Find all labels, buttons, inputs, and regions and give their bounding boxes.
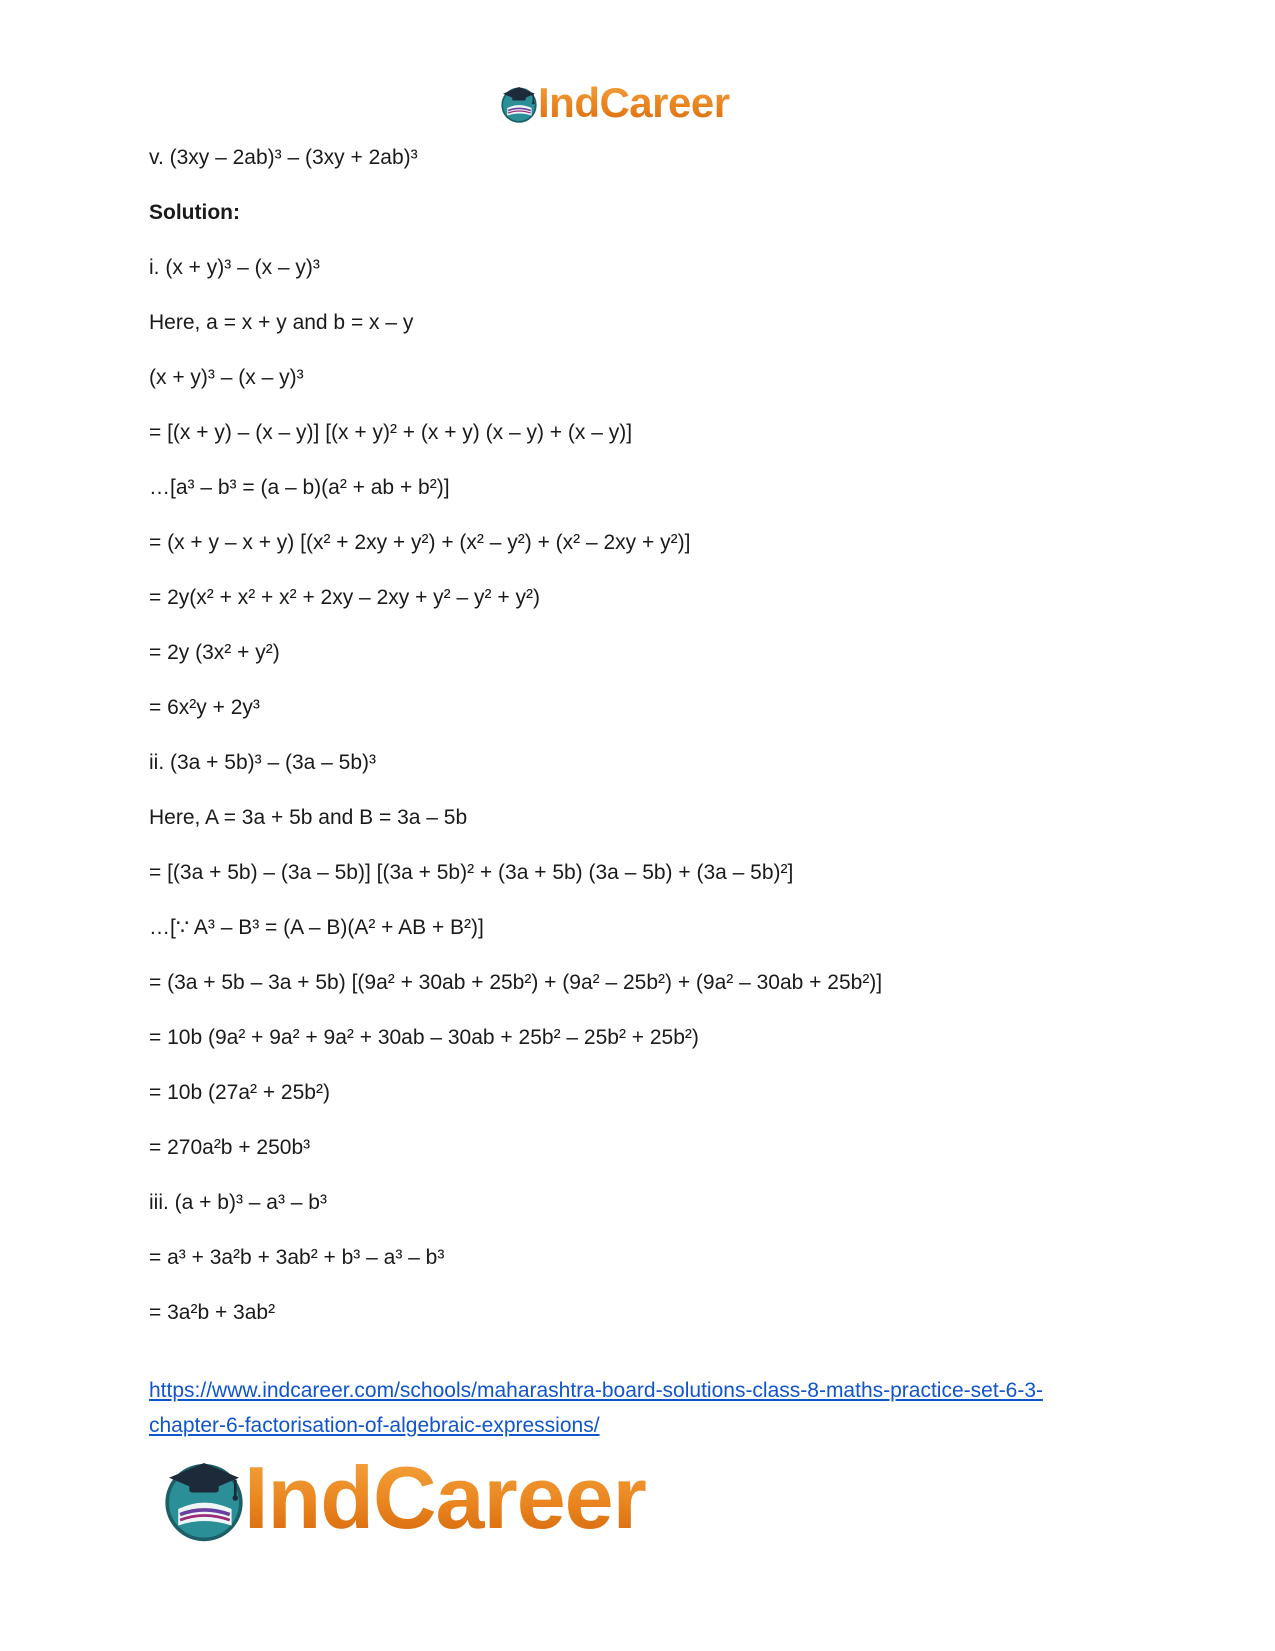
math-line: ii. (3a + 5b)³ – (3a – 5b)³ [149,751,377,774]
source-link-block [149,1373,1149,1443]
math-line: = 2y(x² + x² + x² + 2xy – 2xy + y² – y² + y²) [149,586,540,609]
math-line: = 3a²b + 3ab² [149,1301,276,1324]
header-logo [498,80,730,126]
math-line: = (3a + 5b – 3a + 5b) [(9a² + 30ab + 25b²) + (9a² – 25b²) + (9a² – 30ab + 25b²)] [149,971,883,994]
math-line: Here, A = 3a + 5b and B = 3a – 5b [149,806,468,829]
math-line: = (x + y – x + y) [(x² + 2xy + y²) + (x² – y²) + (x² – 2xy + y²)] [149,531,691,554]
math-line: …[∵ A³ – B³ = (A – B)(A² + AB + B²)] [149,916,484,939]
source-link-line-1: https://www.indcareer.com/schools/maharashtra-board-solutions-class-8-maths-practice-set-6-3- [149,1379,1043,1402]
brand-wordmark: IndCareer [538,79,730,126]
math-line: = 6x²y + 2y³ [149,696,260,719]
math-line: = 10b (9a² + 9a² + 9a² + 30ab – 30ab + 25b² – 25b² + 25b²) [149,1026,699,1049]
source-link-line-2: chapter-6-factorisation-of-algebraic-expressions/ [149,1414,600,1437]
math-line: = [(x + y) – (x – y)] [(x + y)² + (x + y) (x – y) + (x – y)] [149,421,633,444]
math-line: v. (3xy – 2ab)³ – (3xy + 2ab)³ [149,146,418,169]
math-line: Here, a = x + y and b = x – y [149,311,414,334]
math-line: …[a³ – b³ = (a – b)(a² + ab + b²)] [149,476,450,499]
source-link[interactable] [149,1379,1043,1437]
math-line: = [(3a + 5b) – (3a – 5b)] [(3a + 5b)² + (3a + 5b) (3a – 5b) + (3a – 5b)²] [149,861,794,884]
solution-heading: Solution: [149,201,240,224]
solution-text [149,146,1149,1356]
math-line: = a³ + 3a²b + 3ab² + b³ – a³ – b³ [149,1246,445,1269]
math-line: = 270a²b + 250b³ [149,1136,311,1159]
math-line: i. (x + y)³ – (x – y)³ [149,256,320,279]
math-line: = 2y (3x² + y²) [149,641,280,664]
math-line: (x + y)³ – (x – y)³ [149,366,304,389]
brand-wordmark: IndCareer [244,1448,646,1547]
math-line: iii. (a + b)³ – a³ – b³ [149,1191,327,1214]
footer-logo [158,1450,646,1546]
graduation-cap-globe-icon [158,1452,250,1544]
graduation-cap-globe-icon [498,82,540,124]
math-line: = 10b (27a² + 25b²) [149,1081,330,1104]
